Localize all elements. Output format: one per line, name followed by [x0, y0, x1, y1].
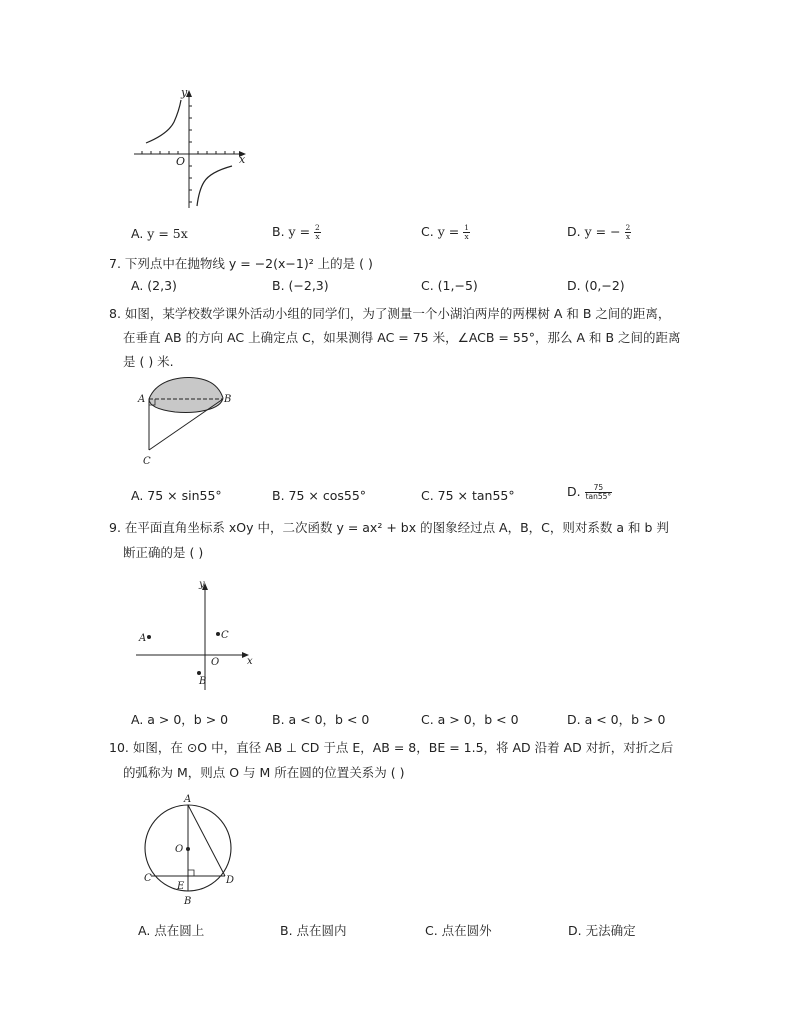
q9-point-b-label: B	[199, 676, 207, 687]
q10-stem-line1: 10. 如图，在 ⊙O 中，直径 AB ⊥ CD 于点 E，AB = 8，BE = 1.5，将 AD 沿着 AD 对折，对折之后	[109, 740, 674, 755]
q6-origin-label: O	[176, 155, 186, 168]
q9-x-axis-label: x	[247, 656, 253, 667]
q10-point-c-label: C	[144, 873, 152, 884]
q6-y-axis-label: y	[181, 86, 188, 99]
q8-stem-line3: 是 ( ) 米.	[123, 354, 174, 369]
q10-option-b: B. 点在圆内	[280, 923, 347, 938]
q7-option-c: C. (1,−5)	[421, 278, 478, 293]
q10-stem-line2: 的弧称为 M，则点 O 与 M 所在圆的位置关系为 ( )	[123, 765, 405, 780]
q8-option-d: D. $\frac{75}{\tan 55^\circ}$	[567, 483, 612, 501]
q7-stem: 7. 下列点中在抛物线 y = −2(x−1)² 上的是 ( )	[109, 256, 373, 271]
q10-option-a: A. 点在圆上	[138, 923, 205, 938]
q8-option-a: A. 75 × sin55°	[131, 488, 222, 503]
q9-y-axis-label: y	[199, 579, 205, 590]
q10-option-c: C. 点在圆外	[425, 923, 492, 938]
q6-hyperbola-figure	[128, 86, 252, 210]
q10-center-o-label: O	[175, 844, 184, 855]
q7-option-a: A. (2,3)	[131, 278, 177, 293]
q8-stem-line2: 在垂直 AB 的方向 AC 上确定点 C，如果测得 AC = 75 米，∠ACB = 55°，那么 A 和 B 之间的距离	[123, 330, 681, 345]
q8-stem-line1: 8. 如图，某学校数学课外活动小组的同学们，为了测量一个小湖泊两岸的两棵树 A 和 B 之间的距离，	[109, 306, 671, 321]
q9-origin-label: O	[211, 657, 220, 668]
q9-stem-line2: 断正确的是 ( )	[123, 545, 204, 560]
q6-option-d: D. y = − $\frac{2}{x}$	[567, 223, 631, 241]
q10-option-d: D. 无法确定	[568, 923, 636, 938]
q9-option-c: C. a > 0，b < 0	[421, 712, 519, 727]
q6-option-c: C. y = $\frac{1}{x}$	[421, 223, 469, 241]
q10-point-d-label: D	[226, 875, 235, 886]
q10-point-e-label: E	[177, 881, 185, 892]
q7-option-b: B. (−2,3)	[272, 278, 329, 293]
q10-point-a-label: A	[184, 794, 192, 805]
q8-lake-figure	[135, 372, 245, 472]
q8-option-b: B. 75 × cos55°	[272, 488, 367, 503]
q8-option-c: C. 75 × tan55°	[421, 488, 515, 503]
q9-stem-line1: 9. 在平面直角坐标系 xOy 中，二次函数 y = ax² + bx 的图象经过点 A，B，C，则对系数 a 和 b 判	[109, 520, 669, 535]
q8-point-c-label: C	[143, 456, 151, 467]
q7-option-d: D. (0,−2)	[567, 278, 625, 293]
q8-point-a-label: A	[138, 394, 146, 405]
q9-option-b: B. a < 0，b < 0	[272, 712, 370, 727]
q8-point-b-label: B	[224, 394, 232, 405]
q9-point-c-label: C	[221, 630, 229, 641]
q9-option-d: D. a < 0，b > 0	[567, 712, 666, 727]
q9-option-a: A. a > 0，b > 0	[131, 712, 229, 727]
q6-option-a: A. y = 5x	[131, 226, 188, 241]
q10-point-b-label: B	[184, 896, 192, 907]
q10-circle-figure	[138, 792, 248, 912]
q9-point-a-label: A	[139, 633, 147, 644]
q6-option-b: B. y = $\frac{2}{x}$	[272, 223, 320, 241]
q9-coordinate-figure	[133, 574, 258, 694]
q6-x-axis-label: x	[239, 153, 246, 166]
